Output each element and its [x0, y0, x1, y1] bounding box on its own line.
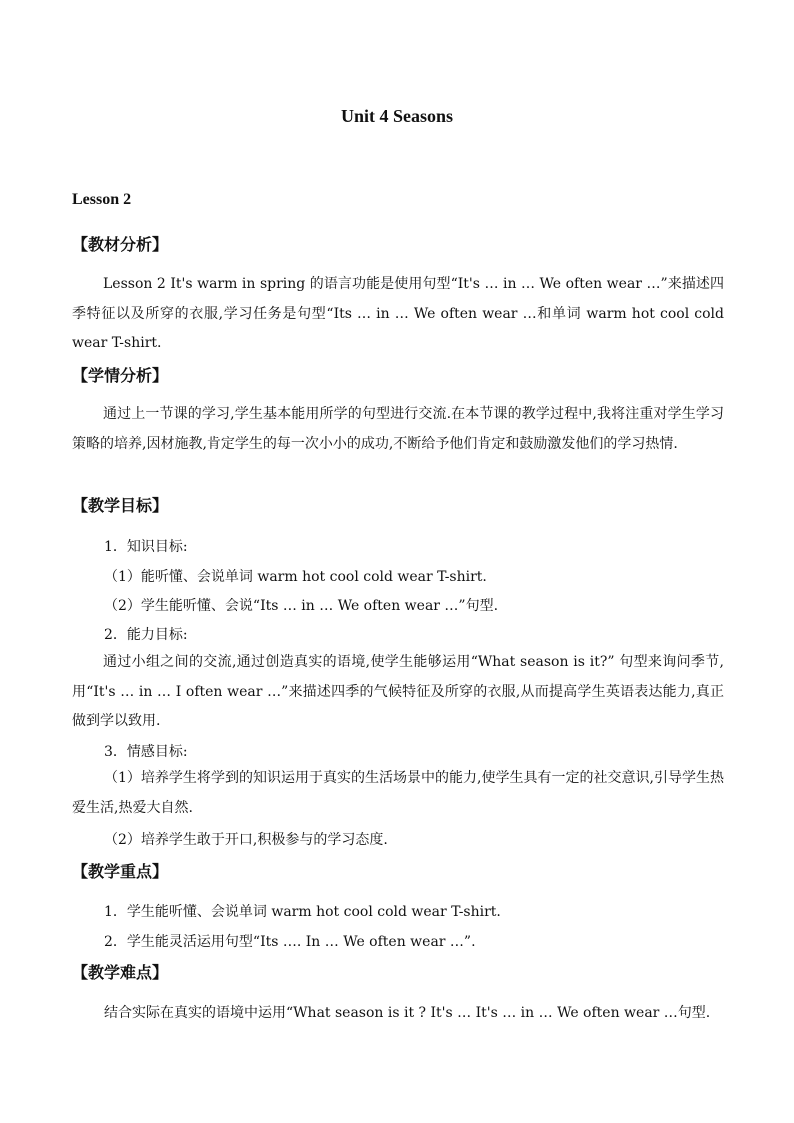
- learner-analysis-text: 通过上一节课的学习,学生基本能用所学的句型进行交流.在本节课的教学过程中,我将注重对学生学习策略的培养,因材施教,肯定学生的每一次小小的成功,不断给予他们肯定和鼓励激发他们的学习热情.: [72, 406, 724, 452]
- heading-material-analysis: 【教材分析】: [72, 235, 169, 254]
- ability-objective-title: 2．能力目标:: [104, 627, 188, 643]
- emotion-objective-2: （2）培养学生敢于开口,积极参与的学习态度.: [104, 832, 388, 848]
- knowledge-objective-2: （2）学生能听懂、会说“Its … in … We often wear …”句型.: [104, 598, 499, 614]
- knowledge-objective-title: 1．知识目标:: [104, 539, 188, 555]
- heading-key-points: 【教学重点】: [72, 862, 169, 881]
- heading-objectives: 【教学目标】: [72, 496, 169, 515]
- lesson-title: Lesson 2: [72, 191, 132, 208]
- key-point-1: 1．学生能听懂、会说单词 warm hot cool cold wear T-shirt.: [104, 904, 501, 920]
- material-analysis-text: Lesson 2 It's warm in spring 的语言功能是使用句型“It's … in … We often wear …”来描述四季特征以及所穿的衣服,学习任务是句型“Its … in … We often wear …和单词 warm hot cool cold wear T-shirt.: [72, 276, 724, 351]
- heading-learner-analysis: 【学情分析】: [72, 366, 169, 385]
- emotion-objective-1: （1）培养学生将学到的知识运用于真实的生活场景中的能力,使学生具有一定的社交意识,引导学生热爱生活,热爱大自然.: [72, 770, 724, 816]
- key-point-2: 2．学生能灵活运用句型“Its …. In … We often wear …”.: [104, 934, 476, 950]
- difficulties-text: 结合实际在真实的语境中运用“What season is it ? It's … It's … in … We often wear …句型.: [104, 1005, 711, 1021]
- ability-objective-text: 通过小组之间的交流,通过创造真实的语境,使学生能够运用“What season is it?” 句型来询问季节,用“It's … in … I often wear …”来描述四季的气候特征及所穿的衣服,从而提高学生英语表达能力,真正做到学以致用.: [72, 654, 724, 729]
- emotion-objective-title: 3．情感目标:: [104, 744, 188, 760]
- document-title: Unit 4 Seasons: [340, 106, 454, 126]
- knowledge-objective-1: （1）能听懂、会说单词 warm hot cool cold wear T-shirt.: [104, 569, 487, 585]
- heading-difficulties: 【教学难点】: [72, 963, 169, 982]
